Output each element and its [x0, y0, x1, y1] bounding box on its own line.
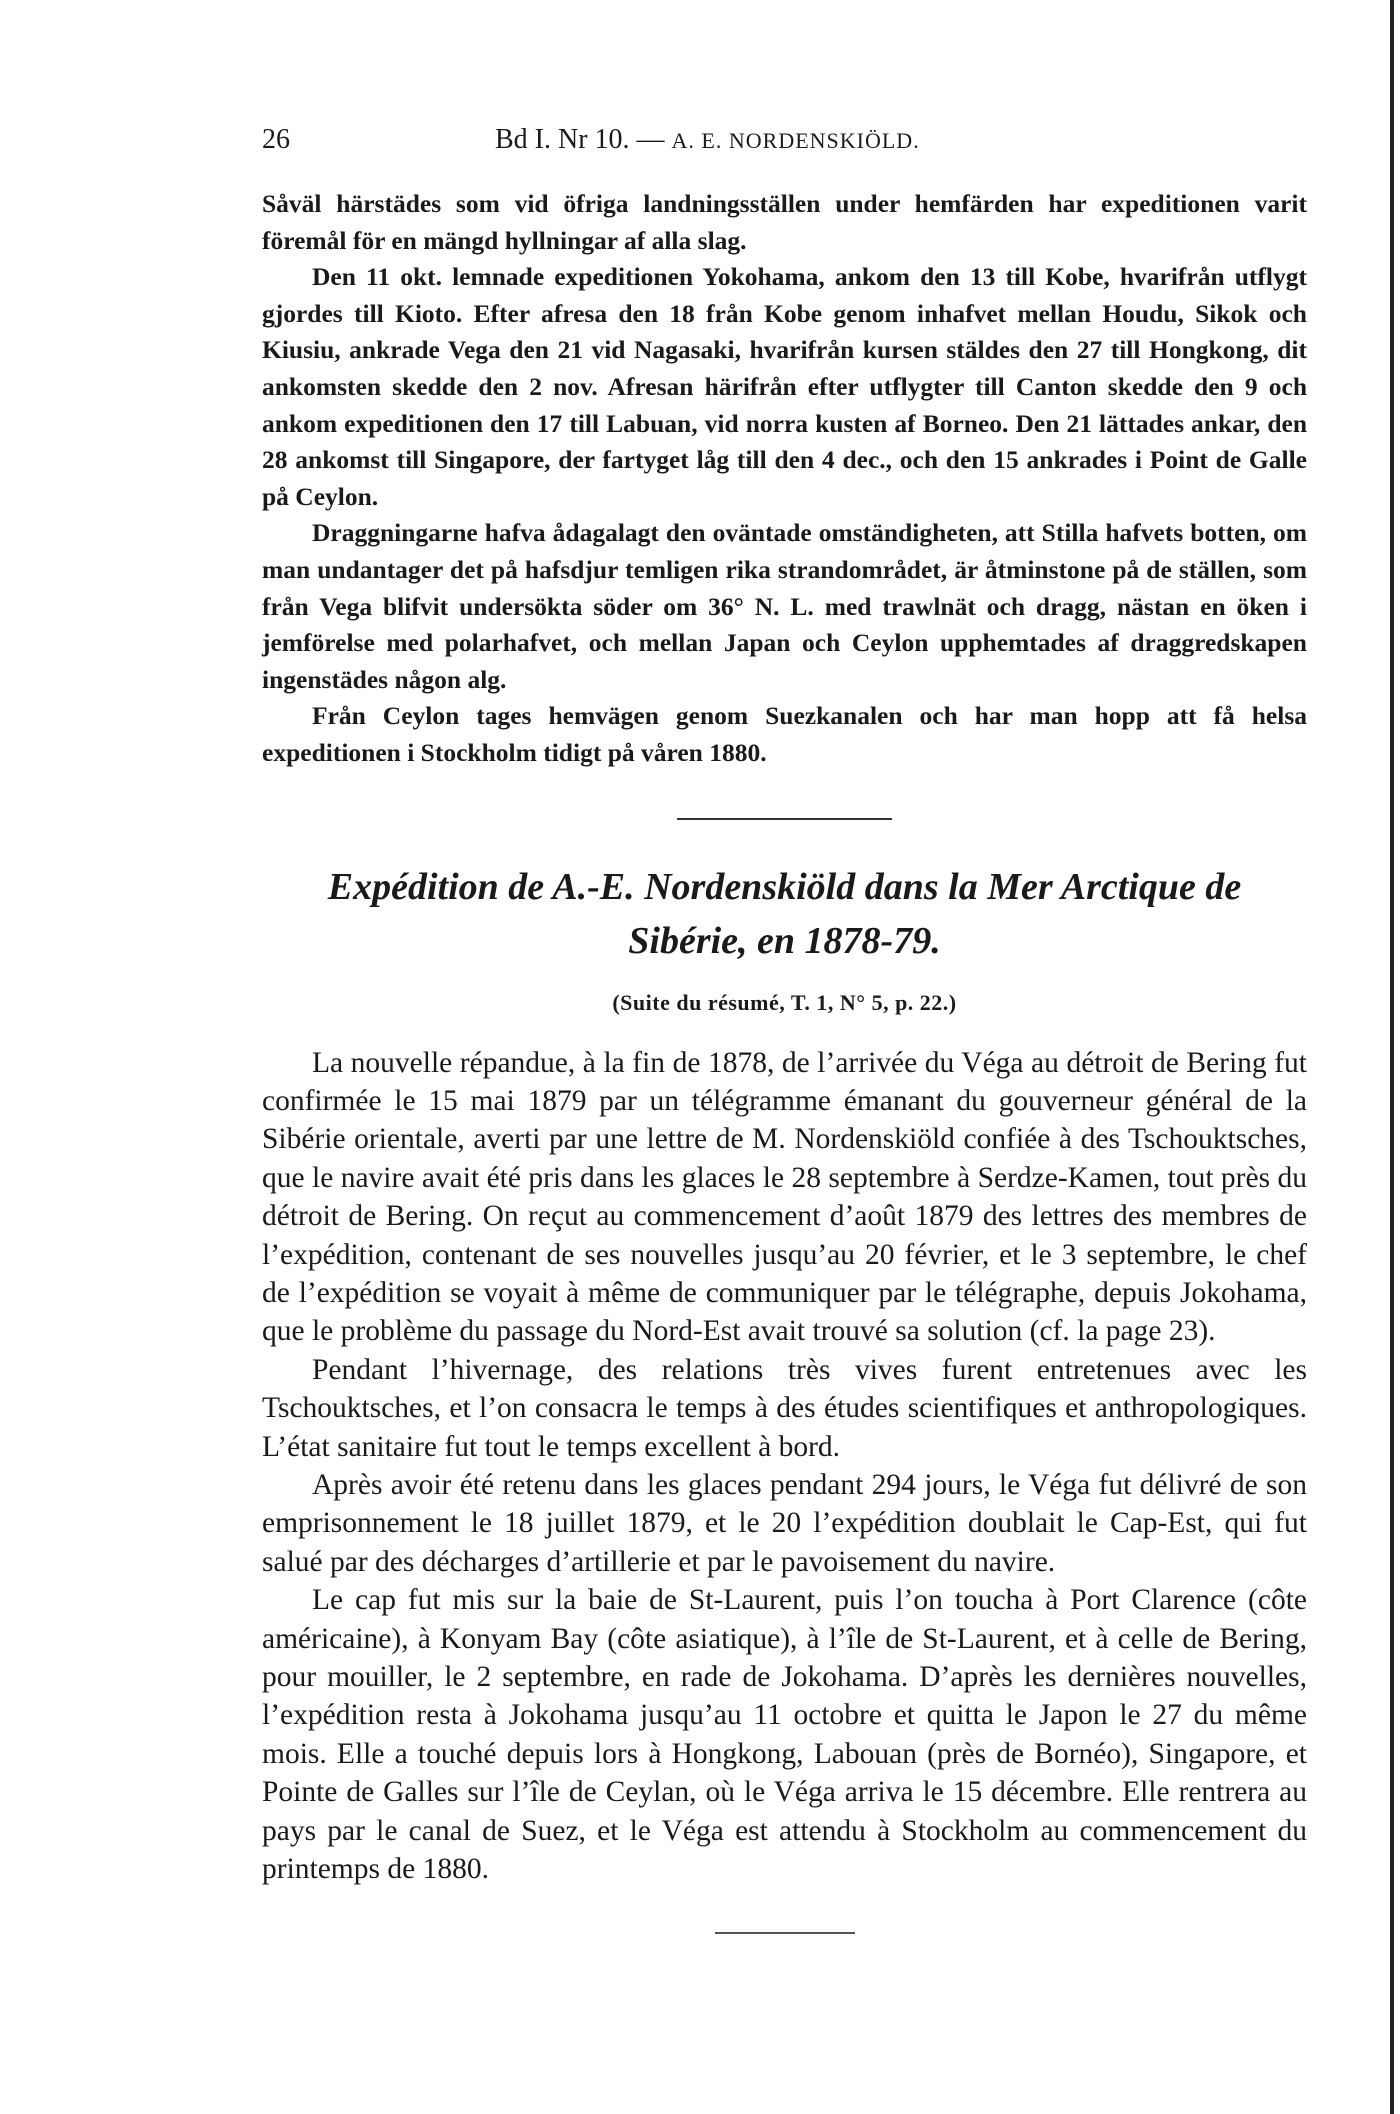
french-paragraph-2: Pendant l’hivernage, des relations très vives furent entretenues avec les Tschouktsches, et l’on consacra le temps à des études scientifiques et anthropologiques. L’état sanitaire fut tout le temps excellent à bord.: [262, 1353, 1307, 1463]
swedish-paragraph-3: Draggningarne hafva ådagalagt den oväntade omständigheten, att Stilla hafvets botten, om man undantager det på hafsdjur temligen rika strandområdet, är åtminstone på de ställen, som från Vega blifvit undersökta söder om 36° N. L. med trawlnät och dragg, nästan en öken i jemförelse med polarhafvet, och mellan Japan och Ceylon upphemtades af draggredskapen ingenstädes någon alg.: [262, 518, 1307, 694]
volume-label: Bd I. Nr 10. —: [495, 124, 672, 155]
title-line-2: Sibérie, en 1878-79.: [628, 919, 941, 962]
page-edge-shadow: [1390, 0, 1394, 2114]
running-header: [262, 124, 1307, 164]
french-section: [262, 1044, 1307, 1889]
french-article-subtitle: (Suite du résumé, T. 1, N° 5, p. 22.): [612, 989, 957, 1015]
swedish-section: [262, 186, 1307, 772]
french-paragraph-1: La nouvelle répandue, à la fin de 1878, de l’arrivée du Véga au détroit de Bering fut confirmée le 15 mai 1879 par un télégramme émanant du gouverneur général de la Sibérie orientale, averti par une lettre de M. Nordenskiöld confiée à des Tschouktsches, que le navire avait été pris dans les glaces le 28 septembre à Serdze-Kamen, tout près du détroit de Bering. On reçut au commencement d’août 1879 des lettres des membres de l’expédition, contenant de ses nouvelles jusqu’au 20 février, et le 3 septembre, le chef de l’expédition se voyait à même de communiquer par le télégraphe, depuis Jokohama, que le problème du passage du Nord-Est avait trouvé sa solution (cf. la page 23).: [262, 1046, 1307, 1348]
french-paragraph-4: Le cap fut mis sur la baie de St-Laurent, puis l’on toucha à Port Clarence (côte américaine), à Konyam Bay (côte asiatique), à l’île de St-Laurent, et à celle de Bering, pour mouiller, le 2 septembre, en rade de Jokohama. D’après les dernières nouvelles, l’expédition resta à Jokohama jusqu’au 11 octobre et quitta le Japon le 27 du même mois. Elle a touché depuis lors à Hongkong, Labouan (près de Bornéo), Singapore, et Pointe de Galles sur l’île de Ceylan, où le Véga arriva le 15 décembre. Elle rentrera au pays par le canal de Suez, et le Véga est attendu à Stockholm au commencement du printemps de 1880.: [262, 1584, 1307, 1886]
section-divider: [677, 818, 892, 820]
volume-reference: [495, 124, 920, 156]
french-paragraph-3: Après avoir été retenu dans les glaces pendant 294 jours, le Véga fut délivré de son emprisonnement le 18 juillet 1879, et le 20 l’expédition doublait le Cap-Est, qui fut salué par des décharges d’artillerie et par le pavoisement du navire.: [262, 1468, 1307, 1578]
document-page: [262, 124, 1307, 1934]
author-name: A. E. NORDENSKIÖLD.: [671, 128, 920, 153]
end-divider: [715, 1932, 855, 1934]
title-line-1: Expédition de A.-E. Nordenskiöld dans la Mer Arctique de: [327, 865, 1242, 908]
swedish-paragraph-1: Såväl härstädes som vid öfriga landningsställen under hemfärden har expeditionen varit föremål för en mängd hyllningar af alla slag.: [262, 189, 1307, 255]
swedish-paragraph-2: Den 11 okt. lemnade expeditionen Yokohama, ankom den 13 till Kobe, hvarifrån utflygt gjordes till Kioto. Efter afresa den 18 från Kobe genom inhafvet mellan Houdu, Sikok och Kiusiu, ankrade Vega den 21 vid Nagasaki, hvarifrån kursen stäldes den 27 till Hongkong, dit ankomsten skedde den 2 nov. Afresan härifrån efter utflygter till Canton skedde den 9 och ankom expeditionen den 17 till Labuan, vid norra kusten af Borneo. Den 21 lättades ankar, den 28 ankomst till Singapore, der fartyget låg till den 4 dec., och den 15 ankrades i Point de Galle på Ceylon.: [262, 262, 1307, 511]
page-number: 26: [262, 124, 290, 155]
swedish-paragraph-4: Från Ceylon tages hemvägen genom Suezkanalen och har man hopp att få helsa expeditionen i Stockholm tidigt på våren 1880.: [262, 701, 1307, 767]
french-article-title: [262, 860, 1307, 968]
